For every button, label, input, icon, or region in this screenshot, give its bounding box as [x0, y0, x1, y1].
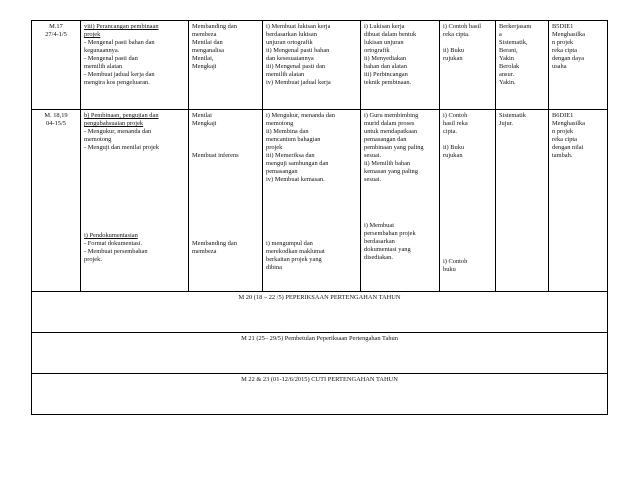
- standard-code-cell: B6DIE1 Menghasilka n projek reka cipta dengan nilai tambah.: [549, 110, 608, 292]
- lesson-plan-table: [31, 20, 608, 415]
- table-row: [32, 333, 608, 374]
- standard-code-cell: B5DIE1 Menghasilka n projek reka cipta dengan daya usaha: [549, 21, 608, 110]
- table-row: [32, 292, 608, 333]
- teacher-notes-cell: i) Lukisan kerja dibuat dalam bentuk lukisan unjuran ortografik ii) Menyediakan bahan dan alatan iii) Perbincangan teknik pembinaan.: [361, 21, 440, 110]
- week-cell: [32, 21, 81, 110]
- content-cell: viii) Perancangan pembinaan projek - Mengenal pasti bahan dan kegunaannya. - Mengenal pasti dan memilih alatan - Membuat jadual kerja dan mengira kos pengeluaran.: [81, 21, 189, 110]
- week-label: M.17: [49, 23, 63, 30]
- table-row: [32, 21, 608, 110]
- table-row: [32, 374, 608, 415]
- table-row: [32, 110, 608, 292]
- activities-cell: i) Mengukur, menanda dan memotong ii) Membina dan mencantum bahagian projek iii) Memeriksa dan menguji sambungan dan pemasangan iv) Membuat kemasan. i) mengumpul dan merekodkan maklumat berkaitan projek yang dibina: [263, 110, 361, 292]
- teacher-notes-cell: i) Guru membimbing murid dalam proses untuk mendapatkaan pemasangan dan pembinaan yang paling sesuai. ii) Memilih bahan kemasan yang paling sesuai. i) Membuat persembahan projek berdasarkan dokumentasi yang disediakan.: [361, 110, 440, 292]
- week-dates: 04-15/5: [46, 120, 66, 127]
- content-cell: b) Pembinaan, pengujian dan pengubahsuaian projek - Mengukur, menanda dan memotong - Menguji dan menilai projek i) Pendokumentasian - Format dokumentasi. - Membuat persembahan projek.: [81, 110, 189, 292]
- activities-cell: i) Membuat lukisan kerja berdasarkan lukisan unjuran ortografik ii) Mengenal pasti bahan dan kesesuaiannya iii) Mengenal pasti dan memilih alatan iv) Membuat jadual kerja: [263, 21, 361, 110]
- values-cell: Berkerjasam a Sistematik, Berani, Yakin Berolak ansur. Yakin.: [496, 21, 549, 110]
- skills-cell: Membanding dan membeza Menilai dan menganalisa Menilai, Mengkaji: [189, 21, 263, 110]
- week-dates: 27/4-1/5: [45, 31, 67, 38]
- correction-banner: M 21 (25– 29/5) Pembetulan Peperiksaan Pertengahan Tahun: [32, 333, 608, 374]
- holiday-banner: M 22 & 23 (01-12/6/2015) CUTI PERTENGAHAN TAHUN: [32, 374, 608, 415]
- exam-banner: M 20 (18 – 22 /5) PEPERIKSAAN PERTENGAHAN TAHUN: [32, 292, 608, 333]
- skills-cell: Menilai Mengkaji Membuat inferens Membanding dan membeza: [189, 110, 263, 292]
- week-cell: [32, 110, 81, 292]
- values-cell: Sistematik Jujur.: [496, 110, 549, 292]
- materials-cell: i) Contoh hasil reka cipta. ii) Buku rujukan i) Contoh buku: [440, 110, 496, 292]
- week-label: M. 18,19: [44, 112, 68, 119]
- materials-cell: i) Contoh hasil reka cipta. ii) Buku rujukan: [440, 21, 496, 110]
